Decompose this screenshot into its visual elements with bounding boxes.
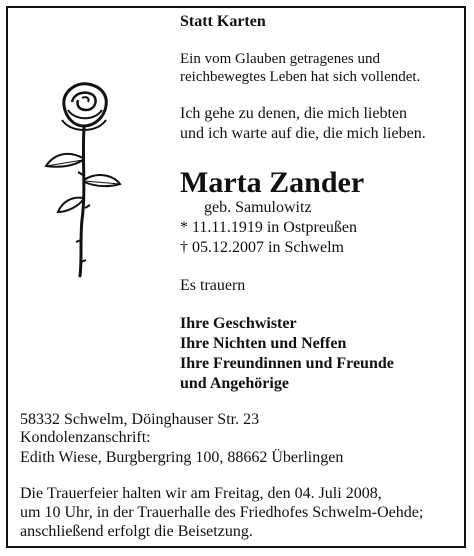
address-line: Kondolenzanschrift: xyxy=(20,429,151,446)
mourner-line: Ihre Geschwister xyxy=(180,315,297,332)
birth-name: geb. Samulowitz xyxy=(204,199,312,216)
address-line: 58332 Schwelm, Döinghauser Str. 23 xyxy=(20,411,260,428)
mourner-line: und Angehörige xyxy=(180,375,289,392)
birth-date: * 11.11.1919 in Ostpreußen xyxy=(180,219,358,236)
funeral-line: um 10 Uhr, in der Trauerhalle des Friedhofes Schwelm-Oehde; xyxy=(20,504,424,521)
address-line: Edith Wiese, Burgbergring 100, 88662 Überlingen xyxy=(20,449,344,466)
verse-line: reichbewegtes Leben hat sich vollendet. xyxy=(180,69,421,85)
header-statt-karten: Statt Karten xyxy=(180,13,266,30)
death-date: † 05.12.2007 in Schwelm xyxy=(180,239,344,256)
mourner-line: Ihre Nichten und Neffen xyxy=(180,335,347,352)
verse-line: und ich warte auf die, die mich lieben. xyxy=(180,125,426,142)
mourner-line: Ihre Freundinnen und Freunde xyxy=(180,355,394,372)
verse-line: Ein vom Glauben getragenes und xyxy=(180,51,380,67)
mourning-intro: Es trauern xyxy=(180,277,246,294)
verse-line: Ich gehe zu denen, die mich liebten xyxy=(180,105,408,122)
funeral-line: anschließend erfolgt die Beisetzung. xyxy=(20,523,253,540)
funeral-line: Die Trauerfeier halten wir am Freitag, den 04. Juli 2008, xyxy=(20,485,382,502)
deceased-name: Marta Zander xyxy=(180,166,365,199)
obituary-notice xyxy=(6,6,466,548)
rose-icon xyxy=(38,80,128,280)
